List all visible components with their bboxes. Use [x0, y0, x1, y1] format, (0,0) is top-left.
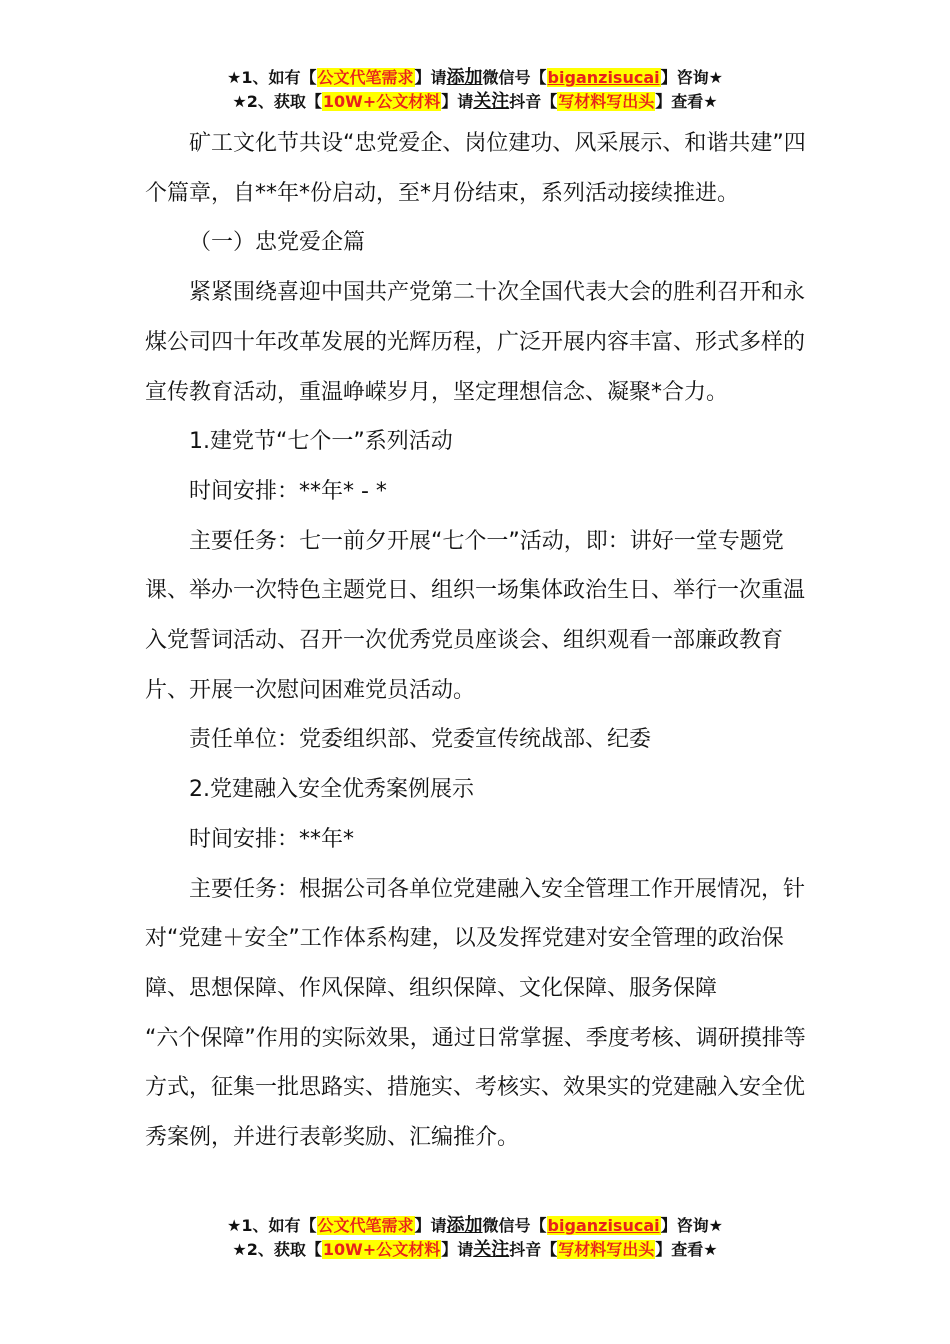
banner-text: 】查看★ — [655, 92, 718, 111]
schedule-line: 时间安排：**年* - * — [189, 478, 387, 504]
wechat-id-link[interactable]: biganzisucai — [547, 68, 660, 87]
banner-text: 】咨询★ — [660, 1216, 723, 1235]
paragraph: 矿工文化节共设“忠党爱企、岗位建功、风采展示、和谐共建”四个篇章，自**年*份启动，至*月份结束，系列活动接续推进。 — [145, 131, 806, 206]
banner-text: 】请 — [441, 92, 474, 111]
banner-line-1 — [0, 1214, 950, 1238]
banner-text: 】查看★ — [655, 1240, 718, 1259]
banner-text: 抖音【 — [509, 92, 558, 111]
footer-banner — [0, 1214, 950, 1262]
document-body — [145, 119, 810, 1163]
banner-text: 】咨询★ — [660, 68, 723, 87]
item-heading: 1.建党节“七个一”系列活动 — [189, 429, 453, 455]
emphasis-follow: 关注 — [473, 1239, 510, 1260]
task-paragraph: 主要任务：根据公司各单位党建融入安全管理工作开展情况，针对“党建＋安全”工作体系构建，以及发挥党建对安全管理的政治保障、思想保障、作风保障、组织保障、文化保障、服务保障 — [145, 876, 806, 1001]
douyin-account: 写材料写出头 — [558, 1240, 655, 1259]
banner-text: 】请 — [414, 68, 447, 87]
responsible-line: 责任单位：党委组织部、党委宣传统战部、纪委 — [189, 727, 652, 753]
banner-line-2 — [0, 90, 950, 114]
banner-text: ★1、如有【 — [227, 68, 317, 87]
banner-text: ★2、获取【 — [232, 92, 322, 111]
banner-text: 微信号【 — [482, 68, 547, 87]
paragraph: 紧紧围绕喜迎中国共产党第二十次全国代表大会的胜利召开和永煤公司四十年改革发展的光辉历程，广泛开展内容丰富、形式多样的宣传教育活动，重温峥嵘岁月，坚定理想信念、凝聚*合力。 — [145, 280, 806, 405]
task-paragraph: 主要任务：七一前夕开展“七个一”活动，即：讲好一堂专题党课、举办一次特色主题党日、组织一场集体政治生日、举行一次重温入党誓词活动、召开一次优秀党员座谈会、组织观看一部廉政教育片、开展一次慰问困难党员活动。 — [145, 528, 806, 703]
task-paragraph-continued: “六个保障”作用的实际效果，通过日常掌握、季度考核、调研摸排等方式，征集一批思路实、措施实、考核实、效果实的党建融入安全优秀案例，并进行表彰奖励、汇编推介。 — [145, 1025, 806, 1151]
banner-text: 】请 — [441, 1240, 474, 1259]
banner-line-1 — [0, 66, 950, 90]
banner-text: ★1、如有【 — [227, 1216, 317, 1235]
banner-text: ★2、获取【 — [232, 1240, 322, 1259]
emphasis-add: 添加 — [446, 67, 483, 88]
emphasis-follow: 关注 — [473, 91, 510, 112]
highlight-materials: 10W+公文材料 — [322, 92, 441, 111]
banner-text: 】请 — [414, 1216, 447, 1235]
banner-text: 微信号【 — [482, 1216, 547, 1235]
douyin-account: 写材料写出头 — [558, 92, 655, 111]
banner-line-2 — [0, 1238, 950, 1262]
banner-text: 抖音【 — [509, 1240, 558, 1259]
schedule-line: 时间安排：**年* — [189, 826, 355, 852]
emphasis-add: 添加 — [446, 1215, 483, 1236]
section-heading: （一）忠党爱企篇 — [189, 230, 366, 256]
highlight-service: 公文代笔需求 — [317, 68, 414, 87]
highlight-materials: 10W+公文材料 — [322, 1240, 441, 1259]
highlight-service: 公文代笔需求 — [317, 1216, 414, 1235]
wechat-id-link[interactable]: biganzisucai — [547, 1216, 660, 1235]
item-heading: 2.党建融入安全优秀案例展示 — [189, 777, 474, 803]
header-banner — [0, 66, 950, 114]
